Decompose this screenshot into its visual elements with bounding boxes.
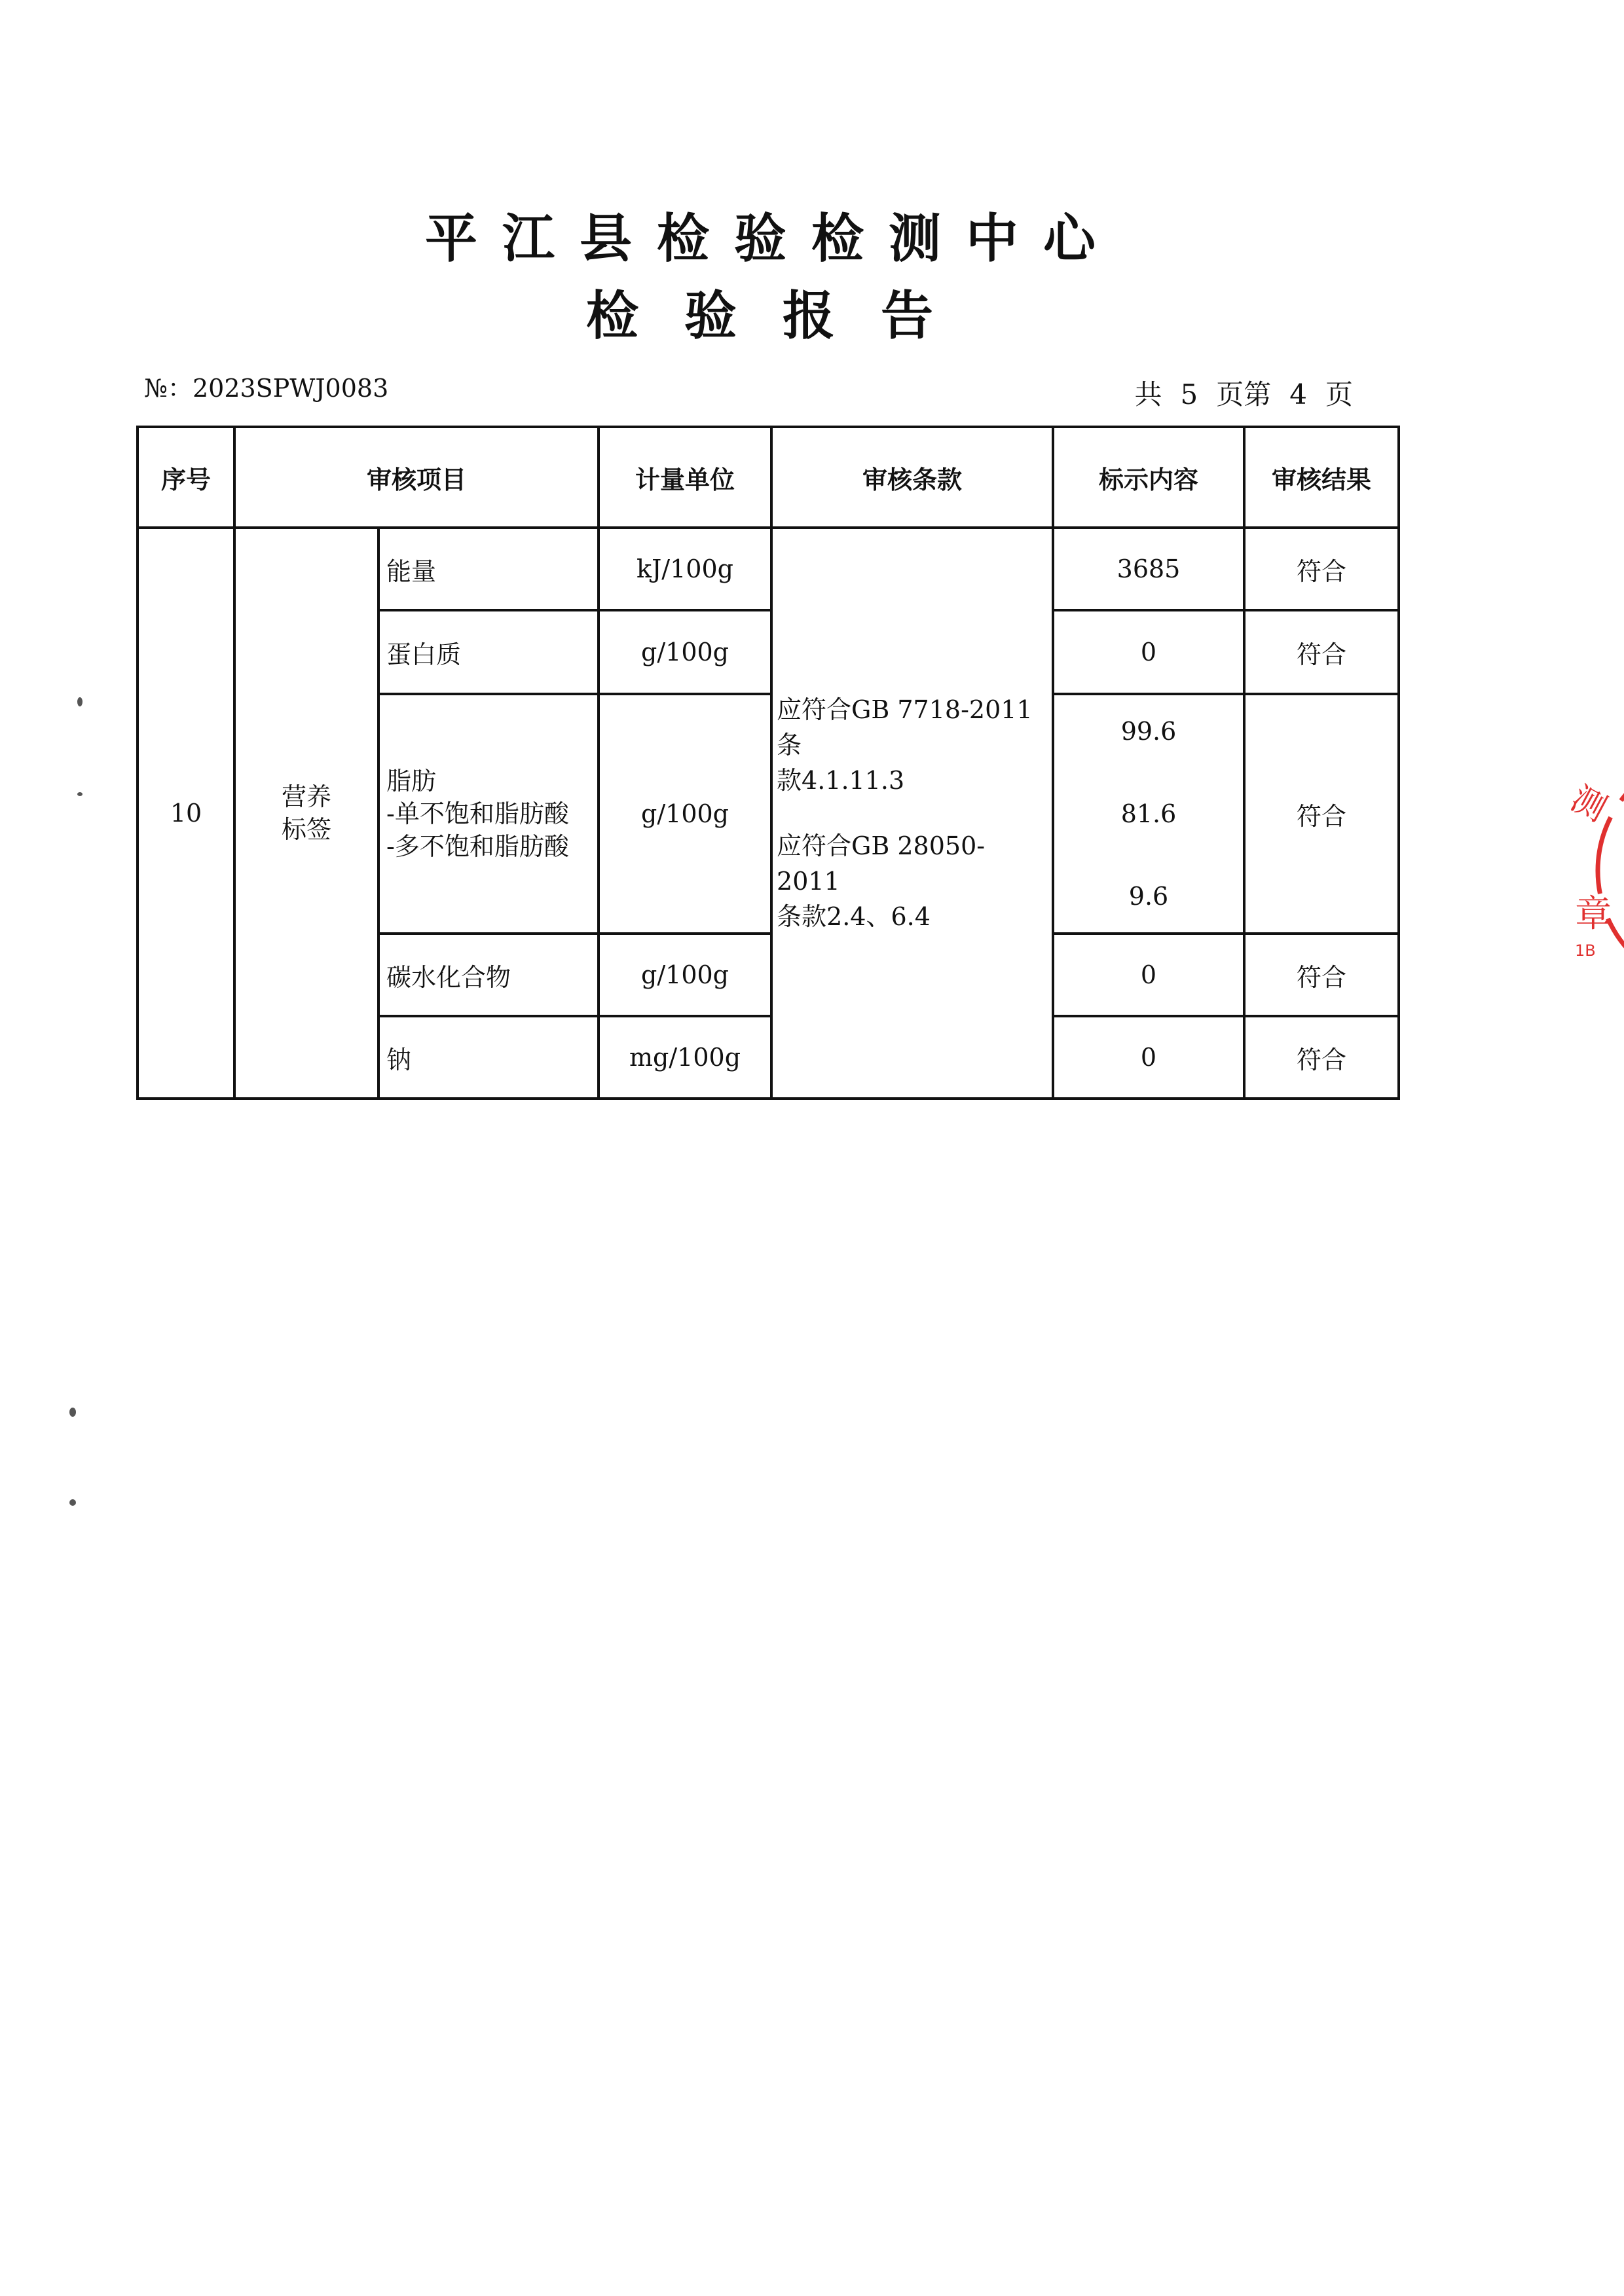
category-line: 标签 xyxy=(281,815,331,844)
scan-speck xyxy=(69,1499,76,1506)
header-clause: 审核条款 xyxy=(771,427,1053,528)
item-line: 脂肪 xyxy=(386,767,437,795)
page-total-prefix: 共 xyxy=(1134,378,1162,410)
item-cell: 蛋白质 xyxy=(378,610,599,694)
item-cell-fat xyxy=(378,694,599,934)
value-line: 99.6 xyxy=(1120,717,1177,746)
value-cell: 0 xyxy=(1053,934,1244,1016)
category-cell xyxy=(234,528,378,1099)
item-line: -单不饱和脂肪酸 xyxy=(386,799,569,828)
result-cell: 符合 xyxy=(1244,1016,1399,1099)
value-cell-fat xyxy=(1053,694,1244,934)
clause-line: 款4.1.11.3 xyxy=(777,766,905,795)
stamp-text: 章 xyxy=(1575,893,1612,936)
scan-speck xyxy=(69,1408,76,1417)
header-result: 审核结果 xyxy=(1244,427,1399,528)
report-number: №：2023SPWJ0083 xyxy=(144,374,389,403)
page-current: 4 xyxy=(1289,378,1307,410)
document-title: 检验报告 xyxy=(586,285,979,346)
page-total: 5 xyxy=(1180,378,1198,410)
value-cell: 0 xyxy=(1053,1016,1244,1099)
page-total-suffix: 页第 xyxy=(1216,378,1272,410)
seq-cell: 10 xyxy=(138,528,234,1099)
item-cell: 碳水化合物 xyxy=(378,934,599,1016)
value-line: 9.6 xyxy=(1128,882,1169,911)
org-title: 平江县检验检测中心 xyxy=(425,208,1120,269)
scan-speck xyxy=(77,792,83,796)
unit-cell: mg/100g xyxy=(599,1016,771,1099)
page-info xyxy=(1125,373,1362,412)
header-item: 审核项目 xyxy=(234,427,599,528)
clause-line: 应符合GB 7718-2011条 xyxy=(777,695,1033,759)
clause-line: 条款2.4、6.4 xyxy=(777,902,931,931)
value-line: 81.6 xyxy=(1120,799,1177,828)
value-cell: 3685 xyxy=(1053,528,1244,610)
table-row xyxy=(138,528,1399,610)
stamp-text: 1B xyxy=(1575,941,1596,960)
unit-cell: g/100g xyxy=(599,934,771,1016)
clause-line: 应符合GB 28050-2011 xyxy=(777,831,986,896)
unit-cell: g/100g xyxy=(599,694,771,934)
stamp-text: 测 xyxy=(1564,778,1613,829)
item-cell: 钠 xyxy=(378,1016,599,1099)
scan-speck xyxy=(77,697,83,706)
result-cell: 符合 xyxy=(1244,610,1399,694)
item-cell: 能量 xyxy=(378,528,599,610)
table-header-row xyxy=(138,427,1399,528)
value-cell: 0 xyxy=(1053,610,1244,694)
official-seal-stamp xyxy=(1555,743,1624,979)
header-unit: 计量单位 xyxy=(599,427,771,528)
result-cell: 符合 xyxy=(1244,934,1399,1016)
result-cell: 符合 xyxy=(1244,528,1399,610)
category-line: 营养 xyxy=(281,782,331,811)
clause-cell xyxy=(771,528,1053,1099)
header-label-content: 标示内容 xyxy=(1053,427,1244,528)
page-current-suffix: 页 xyxy=(1325,378,1353,410)
header-seq: 序号 xyxy=(138,427,234,528)
result-cell: 符合 xyxy=(1244,694,1399,934)
item-line: -多不饱和脂肪酸 xyxy=(386,832,569,861)
unit-cell: g/100g xyxy=(599,610,771,694)
unit-cell: kJ/100g xyxy=(599,528,771,610)
review-table xyxy=(136,426,1400,1100)
